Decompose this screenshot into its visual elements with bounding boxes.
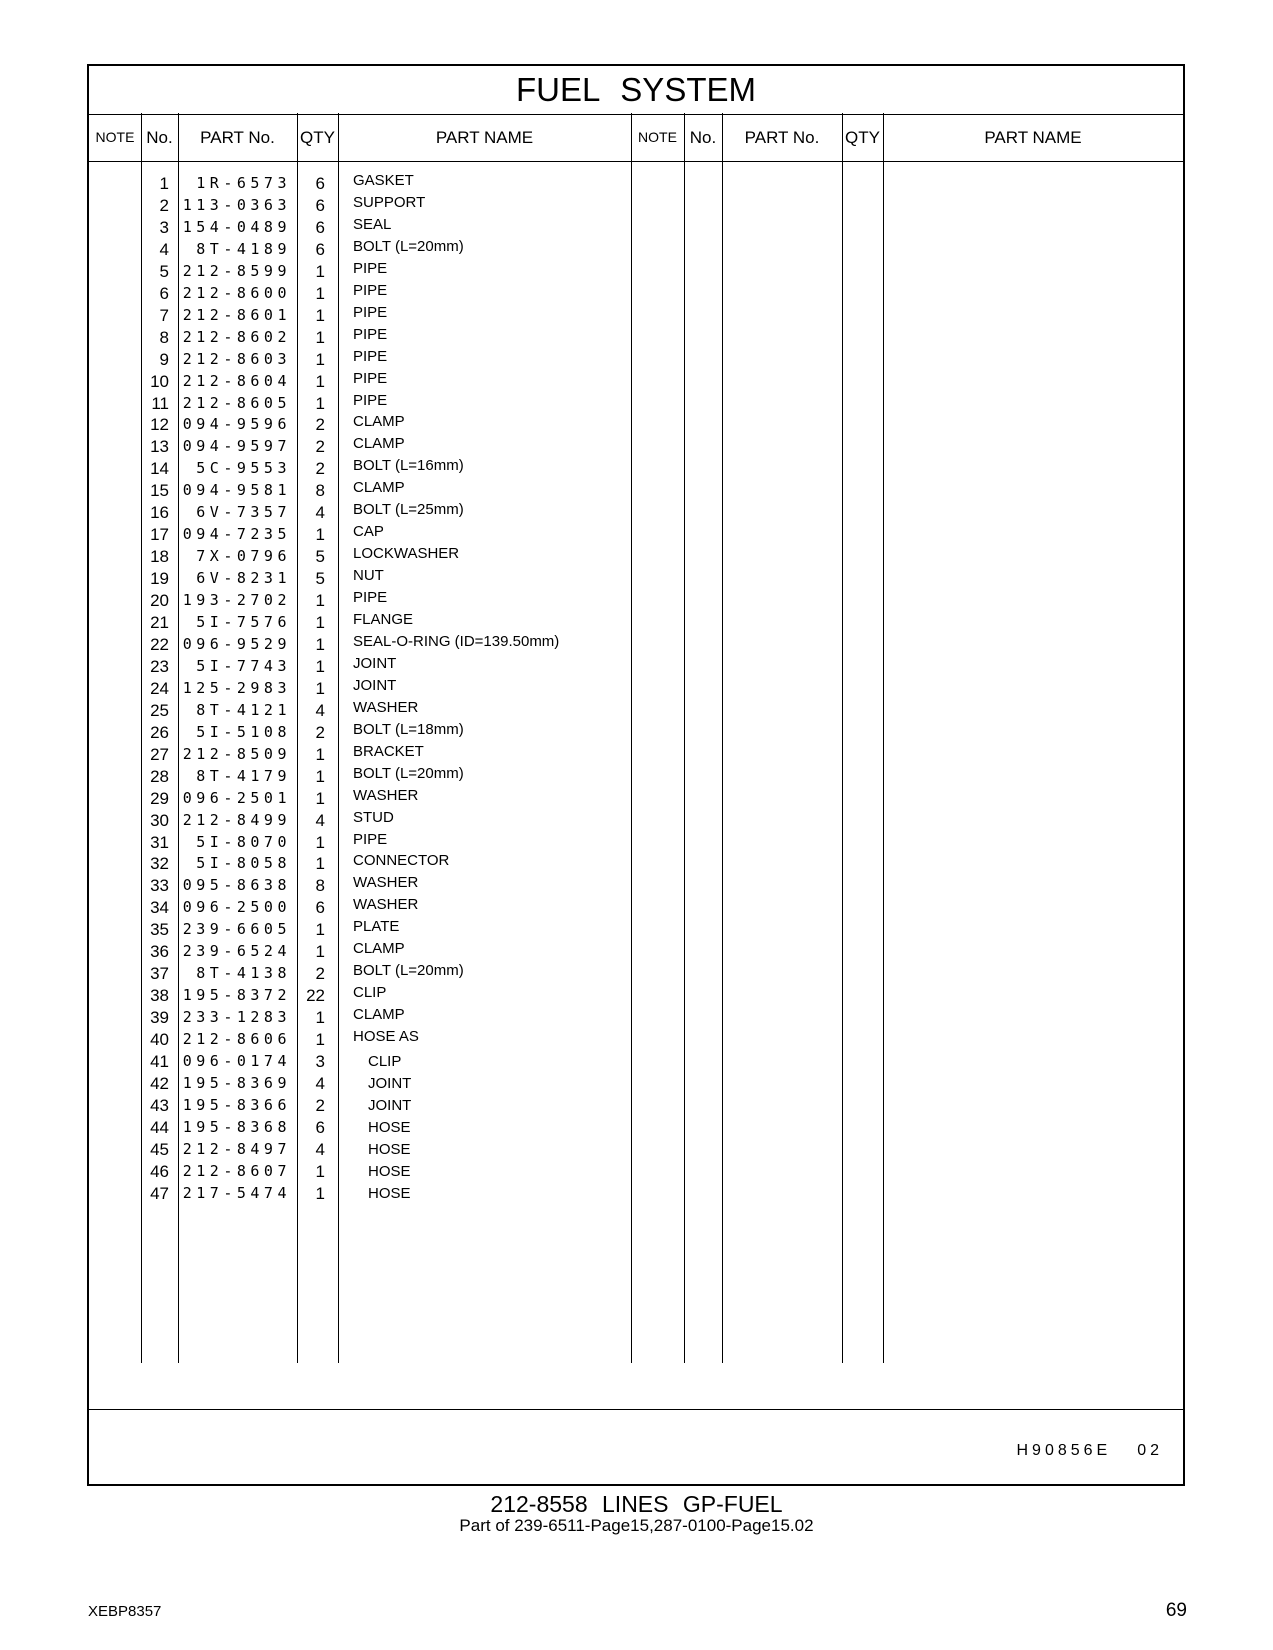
quantity: 1 [315,261,325,281]
part-name: WASHER [353,698,419,716]
part-name: WASHER [353,896,419,914]
item-number: 17 [150,525,169,545]
part-number: 212-8599 [182,261,291,280]
quantity: 2 [315,964,325,984]
header-note-left: NOTE [95,129,135,145]
table-row [89,654,1183,680]
item-number: 43 [150,1095,169,1115]
item-number: 20 [150,591,169,611]
quantity: 2 [315,1095,325,1115]
part-number: 6V-7357 [196,503,291,522]
table-row [89,481,1183,504]
part-name: CONNECTOR [353,852,450,870]
parts-table-frame [87,64,1185,1486]
part-number: 5I-8058 [196,854,291,873]
quantity: 6 [315,195,325,215]
table-row [89,808,1183,834]
table-row [89,237,1183,263]
item-number: 10 [150,371,169,391]
quantity: 1 [315,766,325,786]
part-name: JOINT [353,676,397,694]
part-name: HOSE [368,1184,411,1202]
item-number: 34 [150,898,169,918]
part-name: PIPE [353,830,388,848]
table-row [89,920,1183,943]
quantity: 2 [315,722,325,742]
part-name: CLAMP [353,413,405,431]
part-number: 5I-7743 [196,656,291,675]
part-number: 212-8606 [182,1030,291,1049]
quantity: 3 [315,1052,325,1071]
part-name: PIPE [353,281,388,299]
table-row [89,347,1183,373]
quantity: 1 [315,942,325,962]
body-divider [89,1409,1183,1410]
quantity: 6 [315,898,325,918]
part-name: PLATE [353,918,400,936]
quantity: 6 [315,1117,325,1137]
item-number: 12 [150,415,169,435]
table-row [89,1162,1183,1185]
part-number: 8T-4121 [196,700,291,719]
part-number: 8T-4138 [196,964,291,983]
item-number: 30 [150,810,169,830]
quantity: 1 [315,393,325,413]
item-number: 3 [159,217,169,237]
header-no-right: No. [689,128,717,147]
table-row [89,830,1183,856]
part-name: BOLT (L=20mm) [353,764,464,782]
part-name: JOINT [368,1074,412,1092]
part-number: 113-0363 [182,195,291,214]
item-number: 45 [150,1139,169,1159]
part-number: 095-8638 [182,876,291,895]
part-number: 195-8369 [182,1073,291,1092]
quantity: 6 [315,174,325,193]
item-number: 7 [159,305,169,325]
table-row [89,193,1183,219]
quantity: 1 [315,1030,325,1050]
part-name: BOLT (L=18mm) [353,720,464,738]
part-name: PIPE [353,589,388,607]
part-name: SEAL [353,215,392,233]
part-number: 212-8497 [182,1139,291,1158]
item-number: 32 [150,854,169,874]
table-row [89,1074,1183,1097]
quantity: 2 [315,459,325,479]
header-part-no-left: PART No. [200,128,275,147]
part-name: CLAMP [353,940,405,958]
quantity: 2 [315,437,325,457]
table-row [89,854,1183,877]
part-number: 212-8509 [182,744,291,763]
table-row [89,942,1183,965]
table-row [89,503,1183,526]
part-number: 217-5474 [182,1183,291,1202]
part-number: 5I-7576 [196,613,291,631]
item-number: 2 [159,195,169,215]
drawing-code [1016,1442,1163,1460]
item-number: 8 [159,327,169,347]
quantity: 1 [315,854,325,874]
table-row [89,391,1183,417]
part-number: 195-8366 [182,1095,291,1114]
part-number: 096-9529 [182,634,291,653]
item-number: 11 [151,393,169,413]
table-row [89,437,1183,460]
part-name: BOLT (L=16mm) [353,457,464,475]
part-name: JOINT [353,654,397,672]
part-name: PIPE [353,303,388,321]
part-number: 195-8372 [182,986,291,1005]
part-number: 094-9581 [182,481,291,500]
part-number: 212-8600 [182,283,291,302]
item-number: 22 [150,634,169,654]
part-number: 212-8604 [182,371,291,390]
item-number: 4 [159,239,169,259]
part-number: 233-1283 [182,1008,291,1027]
table-row [89,742,1183,768]
quantity: 1 [315,1183,325,1203]
document-number: XEBP8357 [88,1603,162,1620]
item-number: 41 [150,1052,169,1071]
item-number: 27 [150,744,169,764]
item-number: 6 [159,283,169,303]
table-row [89,986,1183,1009]
part-number: 1R-6573 [196,174,291,192]
part-number: 212-8602 [182,327,291,346]
item-number: 39 [150,1008,169,1028]
table-title: FUEL SYSTEM [89,66,1183,115]
part-name: HOSE AS [353,1028,419,1046]
part-name: PIPE [353,369,388,387]
group-reference: Part of 239-6511-Page15,287-0100-Page15.02 [459,1516,814,1535]
revision-text: 02 [1137,1442,1163,1459]
quantity: 1 [315,591,325,611]
table-row [89,1030,1183,1053]
header-qty-right: QTY [845,128,880,147]
table-row [89,303,1183,329]
table-row [89,525,1183,548]
part-number: 212-8603 [182,349,291,368]
part-name: CLAMP [353,479,405,497]
part-name: BOLT (L=20mm) [353,237,464,255]
table-row [89,764,1183,790]
item-number: 29 [150,788,169,808]
quantity: 1 [315,920,325,940]
header-qty-left: QTY [300,128,335,147]
item-number: 37 [150,964,169,984]
header-part-no-right: PART No. [744,128,820,147]
quantity: 6 [315,217,325,237]
item-number: 26 [150,722,169,742]
table-row [89,613,1183,636]
item-number: 25 [150,700,169,720]
quantity: 1 [315,525,325,545]
item-number: 21 [150,613,169,632]
part-number: 8T-4189 [196,239,291,258]
quantity: 5 [315,547,325,567]
table-row [89,1184,1183,1207]
part-name: FLANGE [353,611,414,628]
part-name: NUT [353,567,384,585]
item-number: 28 [150,766,169,786]
item-number: 15 [150,481,169,501]
table-row [89,898,1183,921]
part-number: 094-9597 [182,437,291,456]
quantity: 1 [315,327,325,347]
part-number: 212-8601 [182,305,291,324]
part-name: JOINT [368,1096,412,1114]
header-note-right: NOTE [638,129,677,145]
quantity: 1 [315,1161,325,1181]
quantity: 1 [315,371,325,391]
table-row [89,720,1183,746]
item-number: 23 [150,656,169,676]
quantity: 1 [315,1008,325,1028]
header-divider [89,161,1183,162]
item-number: 35 [150,920,169,940]
item-number: 46 [150,1161,169,1181]
table-row [89,698,1183,724]
item-number: 38 [150,986,169,1006]
item-number: 1 [159,174,169,193]
table-row [89,369,1183,395]
table-row [89,459,1183,482]
part-number: 8T-4179 [196,766,291,785]
quantity: 5 [315,569,325,589]
table-row [89,569,1183,592]
part-name: PIPE [353,259,388,277]
table-row [89,1118,1183,1141]
table-row [89,786,1183,812]
part-name: BOLT (L=25mm) [353,501,464,519]
item-number: 44 [150,1117,169,1137]
part-number: 125-2983 [182,678,291,697]
table-row [89,215,1183,241]
quantity: 4 [315,810,325,830]
item-number: 47 [150,1183,169,1203]
part-number: 239-6605 [182,920,291,939]
quantity: 4 [315,700,325,720]
quantity: 1 [315,656,325,676]
table-row [89,876,1183,899]
table-row [89,1096,1183,1119]
part-name: LOCKWASHER [353,545,460,563]
part-number: 094-7235 [182,525,291,544]
part-number: 096-2500 [182,898,291,917]
part-number: 7X-0796 [196,547,291,566]
part-name: CLAMP [353,1006,405,1024]
part-name: GASKET [353,172,414,189]
item-number: 13 [150,437,169,457]
table-row [89,547,1183,570]
part-name: SUPPORT [353,193,426,211]
quantity: 1 [315,349,325,369]
quantity: 1 [315,283,325,303]
table-row [89,1008,1183,1031]
quantity: 1 [315,634,325,654]
item-number: 14 [150,459,169,479]
part-number: 195-8368 [182,1117,291,1136]
item-number: 31 [150,832,169,852]
part-name: WASHER [353,786,419,804]
item-number: 36 [150,942,169,962]
part-name: CLIP [368,1053,402,1070]
part-name: HOSE [368,1118,411,1136]
table-row [89,632,1183,658]
table-row [89,591,1183,614]
part-number: 212-8605 [182,393,291,412]
page-number: 69 [1165,1600,1187,1621]
part-name: CAP [353,523,384,541]
quantity: 4 [315,1139,325,1159]
quantity: 1 [315,788,325,808]
table-row [89,1140,1183,1163]
part-name: SEAL-O-RING (ID=139.50mm) [353,632,560,650]
table-row [89,1052,1183,1075]
group-title: 212-8558 LINES GP-FUEL [490,1491,783,1517]
part-number: 212-8499 [182,810,291,829]
part-name: PIPE [353,391,388,409]
header-part-name-right: PART NAME [984,128,1082,147]
part-number: 094-9596 [182,415,291,434]
part-name: CLAMP [353,435,405,453]
quantity: 8 [315,481,325,501]
quantity: 8 [315,876,325,896]
item-number: 33 [150,876,169,896]
part-name: CLIP [353,984,387,1002]
part-name: BRACKET [353,742,424,760]
part-number: 6V-8231 [196,569,291,588]
item-number: 9 [159,349,169,369]
table-row [89,964,1183,987]
quantity: 2 [315,415,325,435]
table-row [89,415,1183,438]
header-part-name-left: PART NAME [435,128,534,147]
part-number: 212-8607 [182,1161,291,1180]
table-row [89,676,1183,702]
part-number: 239-6524 [182,942,291,961]
table-row [89,325,1183,351]
part-number: 193-2702 [182,591,291,610]
item-number: 16 [150,503,169,523]
table-row [89,281,1183,307]
item-number: 42 [150,1073,169,1093]
part-number: 5I-5108 [196,722,291,741]
quantity: 22 [306,986,325,1006]
part-name: HOSE [368,1162,411,1180]
quantity: 1 [315,832,325,852]
part-name: BOLT (L=20mm) [353,962,464,980]
part-number: 154-0489 [182,217,291,236]
quantity: 6 [315,239,325,259]
part-name: HOSE [368,1140,411,1158]
drawing-code-text: H90856E [1016,1442,1112,1459]
quantity: 1 [315,613,325,632]
quantity: 1 [315,305,325,325]
part-number: 5I-8070 [196,832,291,851]
table-row [89,259,1183,285]
quantity: 1 [315,678,325,698]
quantity: 4 [315,503,325,523]
item-number: 24 [150,678,169,698]
item-number: 19 [150,569,169,589]
part-name: STUD [353,808,394,826]
table-row [89,174,1183,197]
quantity: 4 [315,1073,325,1093]
item-number: 5 [159,261,169,281]
header-no-left: No. [146,128,173,147]
part-number: 5C-9553 [196,459,291,478]
part-name: PIPE [353,347,388,365]
item-number: 18 [150,547,169,567]
part-name: WASHER [353,874,419,892]
item-number: 40 [150,1030,169,1050]
part-number: 096-0174 [182,1052,291,1070]
part-number: 096-2501 [182,788,291,807]
quantity: 1 [315,744,325,764]
part-name: PIPE [353,325,388,343]
